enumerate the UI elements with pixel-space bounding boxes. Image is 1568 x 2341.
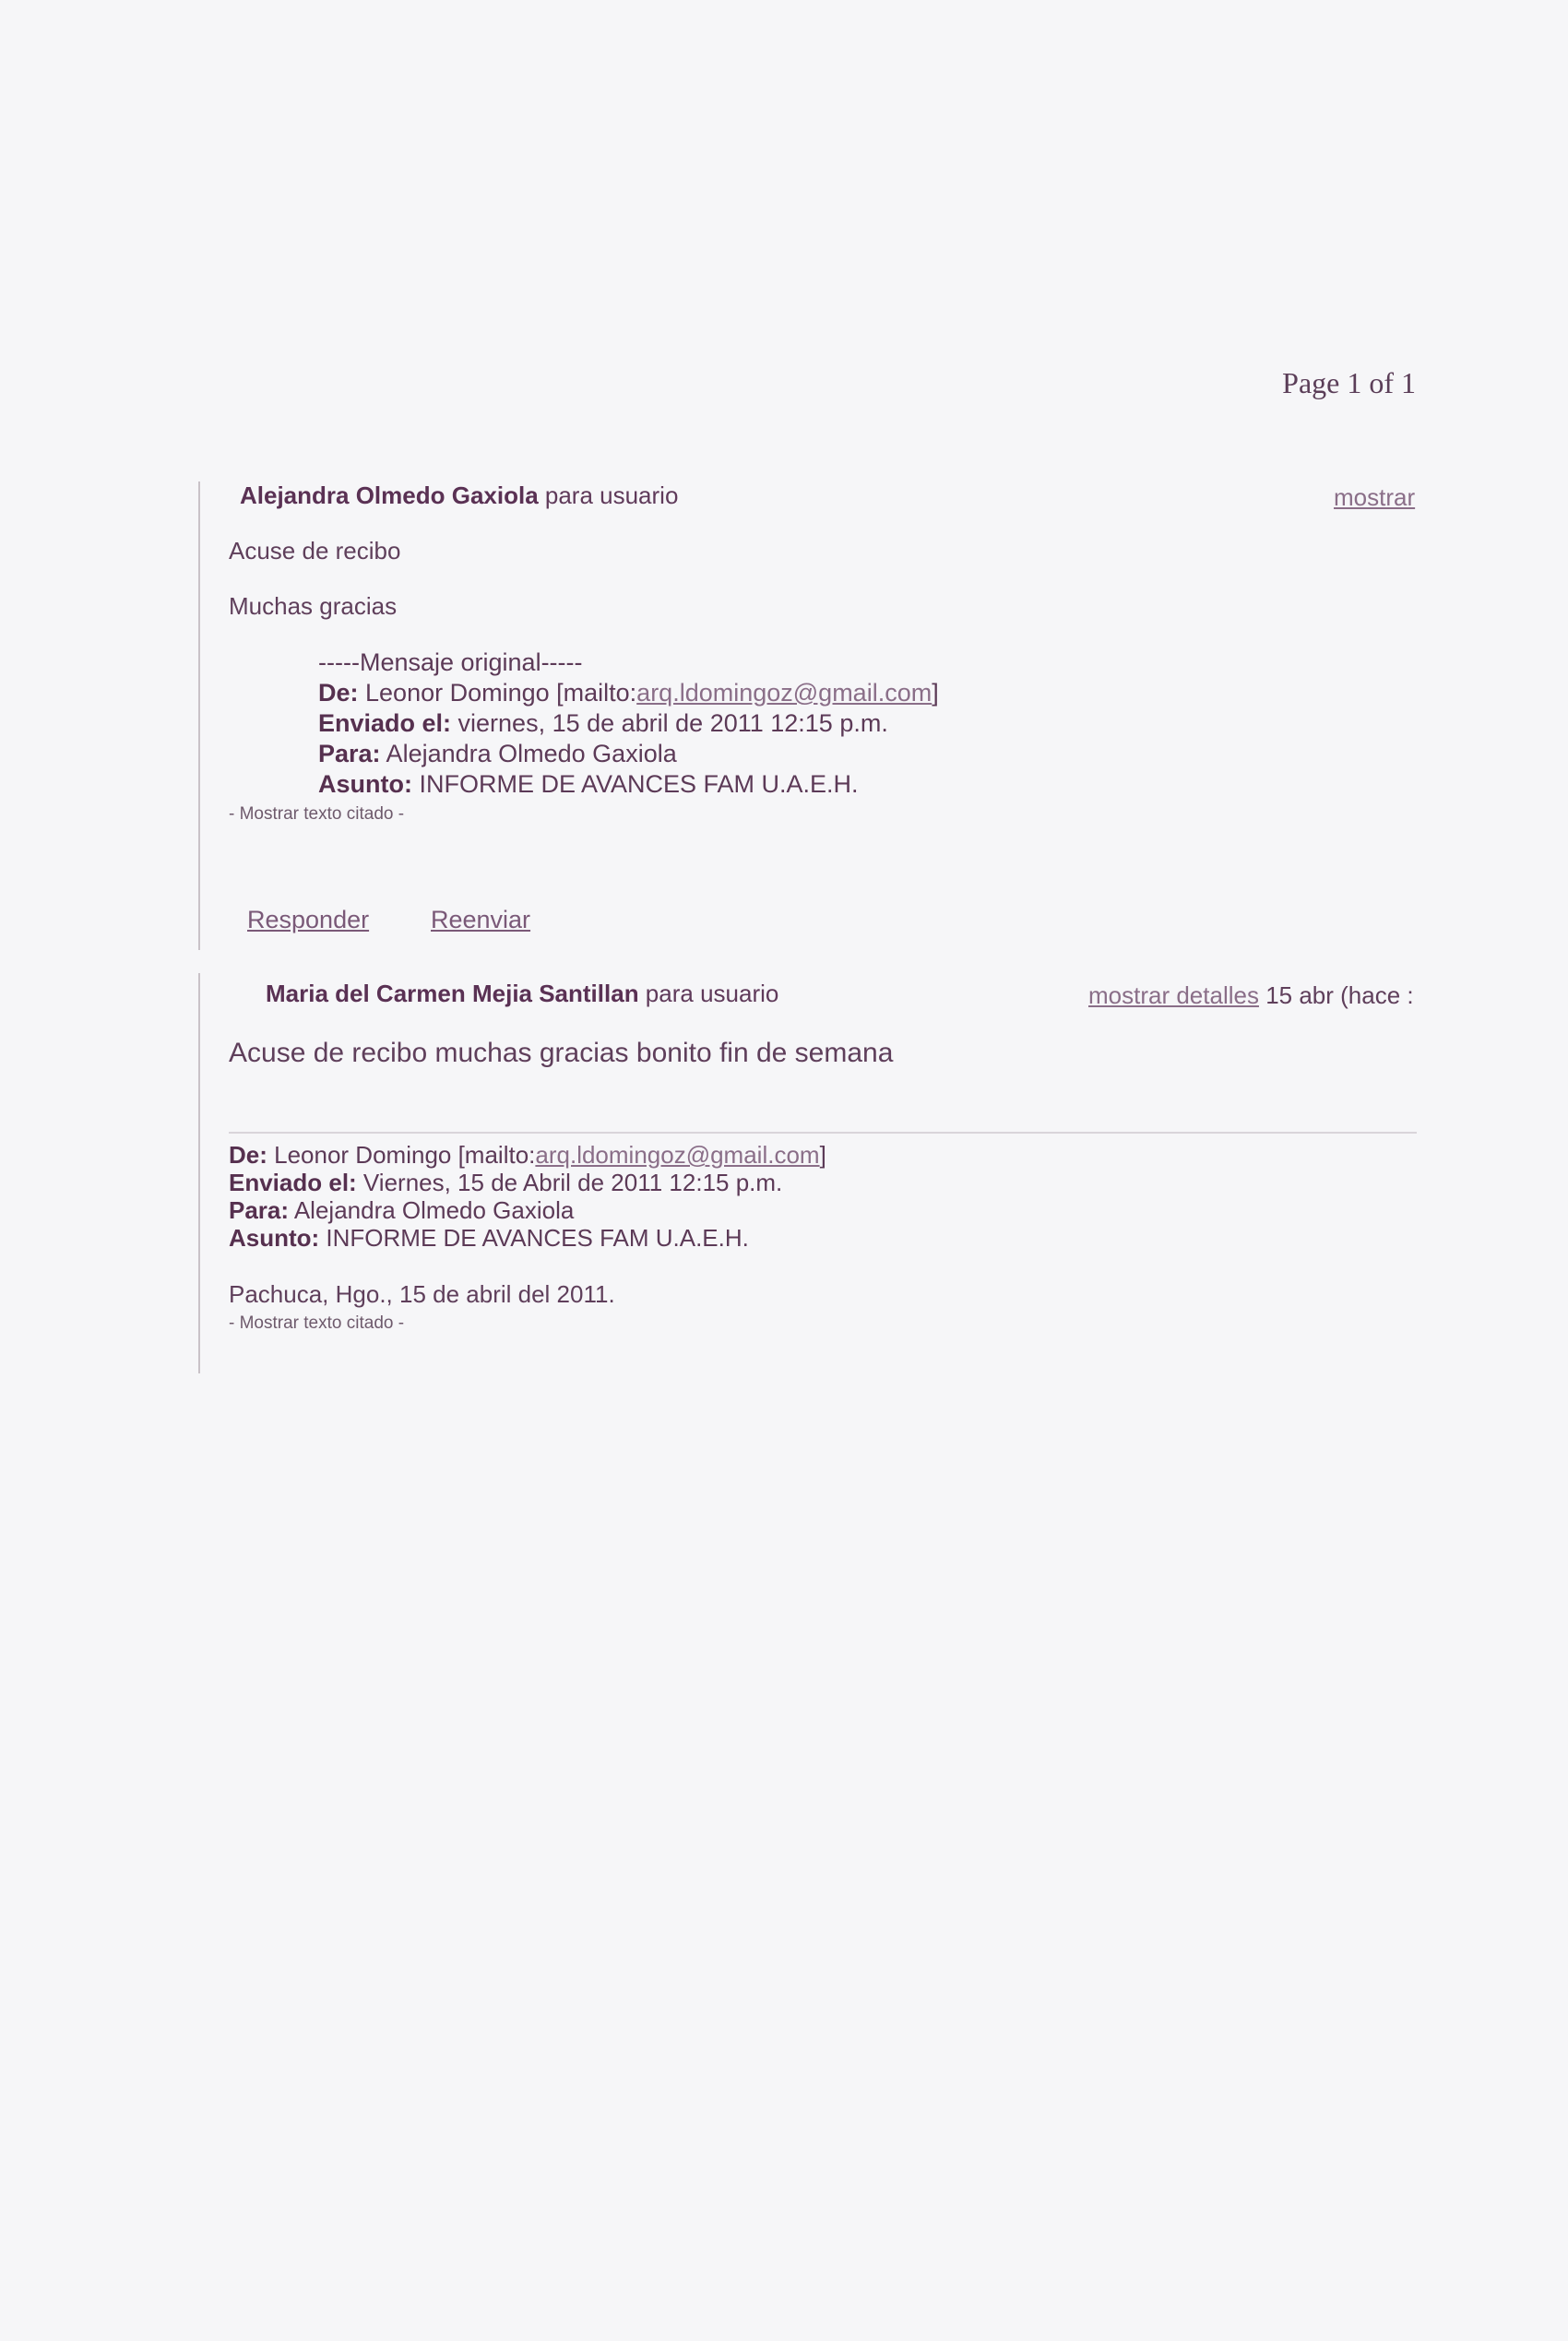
message-1-body: Muchas gracias xyxy=(229,592,398,620)
quote-subject-label: Asunto: xyxy=(229,1224,320,1252)
message-1-subject-line: Acuse de recibo xyxy=(229,537,401,564)
quote-sent-label: Enviado el: xyxy=(318,709,452,737)
quote-from-value: Leonor Domingo [mailto: xyxy=(358,679,637,707)
quote-to-value: Alejandra Olmedo Gaxiola xyxy=(380,740,677,767)
quote-from-suffix: ] xyxy=(932,679,939,707)
quote-separator: -----Mensaje original----- xyxy=(318,648,583,676)
message-date: 15 abr (hace : xyxy=(1258,981,1414,1009)
page-number: Page 1 of 1 xyxy=(1282,366,1416,399)
quote-to-row xyxy=(229,1196,826,1224)
recipient-text: para usuario xyxy=(638,980,779,1007)
quote-sent-label: Enviado el: xyxy=(229,1169,357,1196)
show-quoted-text-link[interactable]: - Mostrar texto citado - xyxy=(229,1313,405,1333)
message-2-meta xyxy=(1088,981,1416,1010)
show-details-link[interactable]: mostrar xyxy=(1334,483,1416,511)
quote-from-label: De: xyxy=(229,1141,267,1169)
reply-button[interactable]: Responder xyxy=(247,906,370,933)
quote-from-label: De: xyxy=(318,679,359,707)
recipient-text: para usuario xyxy=(538,481,679,509)
quote-subject-value: INFORME DE AVANCES FAM U.A.E.H. xyxy=(411,770,859,798)
quote-divider xyxy=(229,1132,1417,1134)
quote-sent-row xyxy=(229,1169,826,1196)
quote-from-row xyxy=(229,1141,826,1169)
message-1-quoted-block xyxy=(318,648,939,800)
sender-name: Alejandra Olmedo Gaxiola xyxy=(240,481,539,509)
message-2-border xyxy=(198,973,200,1373)
quote-subject-row xyxy=(318,769,939,800)
quote-subject-value: INFORME DE AVANCES FAM U.A.E.H. xyxy=(319,1224,749,1252)
quote-sent-value: viernes, 15 de abril de 2011 12:15 p.m. xyxy=(451,709,888,737)
show-quoted-text-link[interactable]: - Mostrar texto citado - xyxy=(229,804,405,824)
message-1-header[interactable] xyxy=(240,481,678,510)
quote-from-email-link[interactable]: arq.ldomingoz@gmail.com xyxy=(535,1141,820,1169)
message-1-border xyxy=(198,481,200,950)
quote-to-value: Alejandra Olmedo Gaxiola xyxy=(289,1196,575,1224)
message-2-header[interactable] xyxy=(266,980,778,1008)
quote-sent-row xyxy=(318,708,939,739)
place-date-line: Pachuca, Hgo., 15 de abril del 2011. xyxy=(229,1280,615,1308)
quote-from-row xyxy=(318,678,939,708)
quote-sent-value: Viernes, 15 de Abril de 2011 12:15 p.m. xyxy=(356,1169,783,1196)
message-2-body: Acuse de recibo muchas gracias bonito fin de semana xyxy=(229,1038,894,1068)
quote-to-label: Para: xyxy=(318,740,381,767)
message-2-quoted-block xyxy=(229,1141,826,1252)
quote-to-label: Para: xyxy=(229,1196,290,1224)
quote-subject-row xyxy=(229,1224,826,1252)
show-details-link[interactable]: mostrar detalles xyxy=(1088,981,1259,1009)
quote-from-value: Leonor Domingo [mailto: xyxy=(267,1141,536,1169)
quote-from-email-link[interactable]: arq.ldomingoz@gmail.com xyxy=(636,679,932,707)
quote-to-row xyxy=(318,739,939,769)
quote-subject-label: Asunto: xyxy=(318,770,412,798)
sender-name: Maria del Carmen Mejia Santillan xyxy=(266,980,639,1007)
forward-button[interactable]: Reenviar xyxy=(431,906,531,933)
quote-from-suffix: ] xyxy=(819,1141,826,1169)
